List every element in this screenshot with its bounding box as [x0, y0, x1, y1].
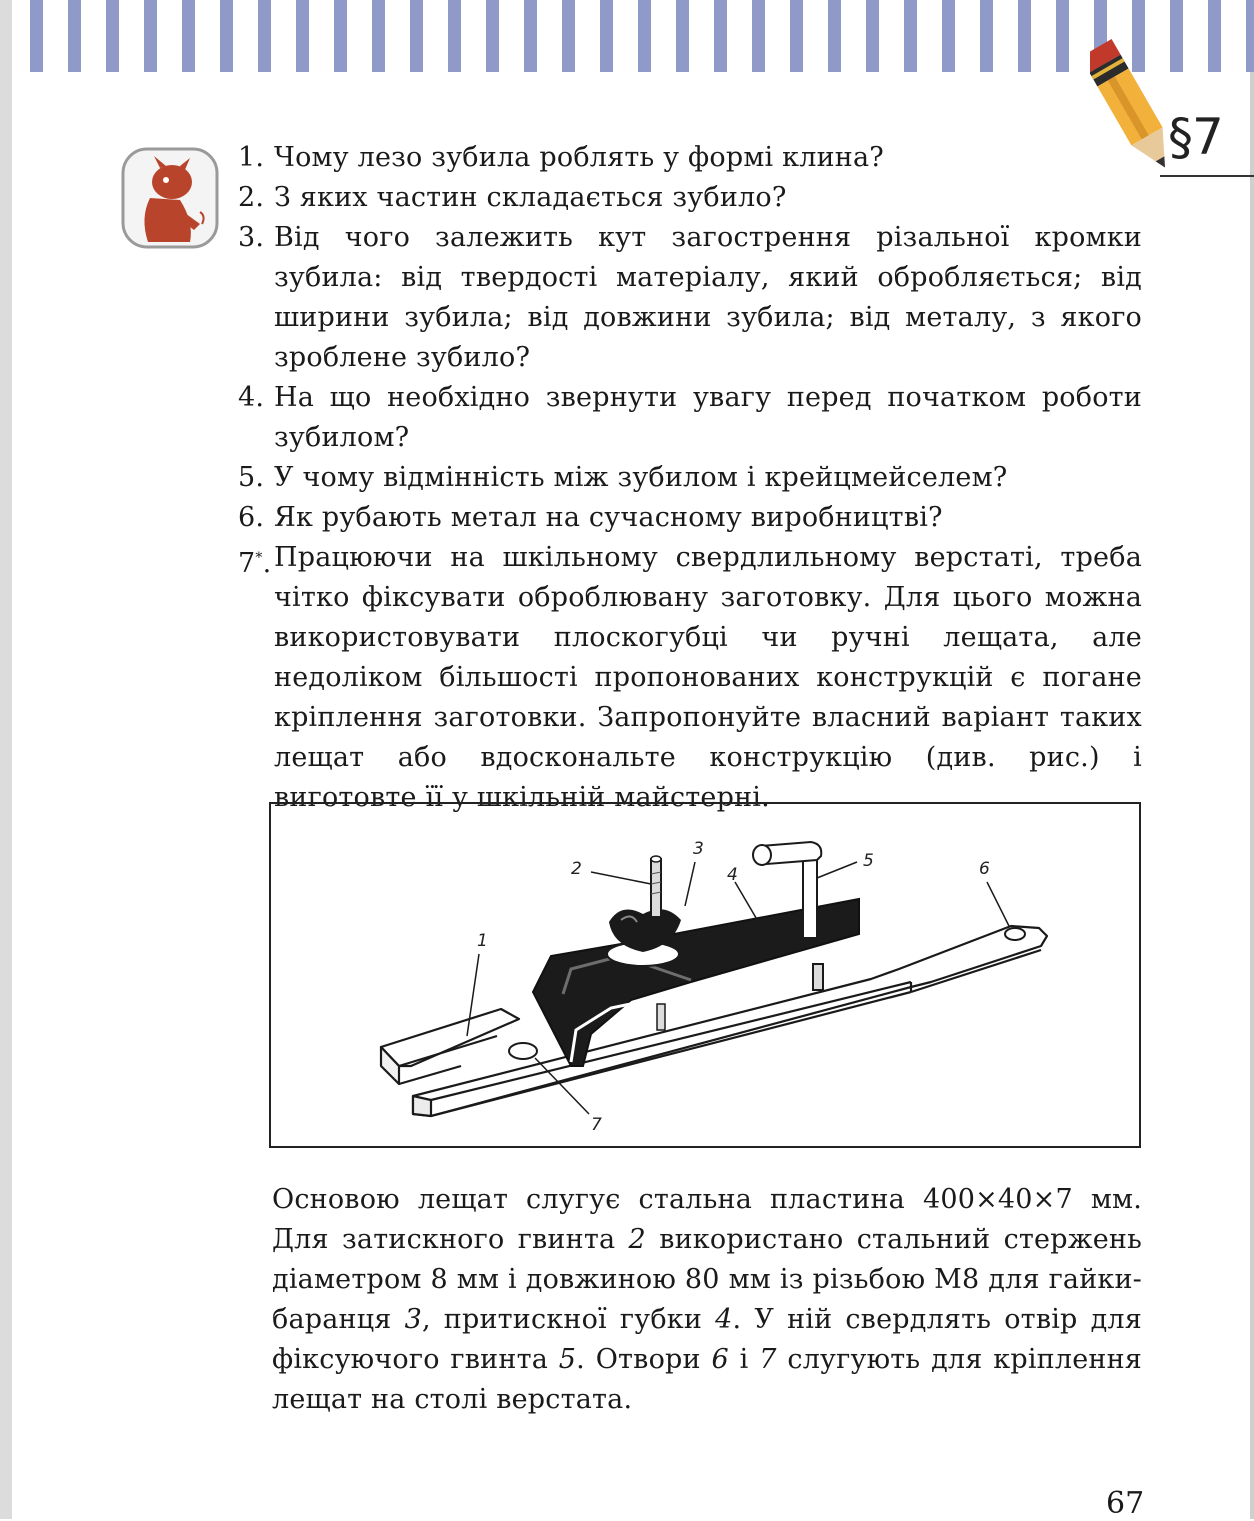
question-number: 5.	[238, 462, 265, 493]
question-text: Чому лезо зубила роблять у формі клина?	[274, 142, 884, 173]
ref-5: 5	[558, 1344, 577, 1375]
question-item	[238, 378, 1142, 458]
questions-list	[238, 138, 1142, 818]
question-number: 6.	[238, 502, 265, 533]
question-number: 4.	[238, 382, 265, 413]
callout-1: 1	[477, 931, 488, 951]
question-number: 3.	[238, 222, 265, 253]
question-text: У чому відмінність між зубилом і крейцмейселем?	[274, 462, 1008, 493]
question-item	[238, 458, 1142, 498]
question-text: Від чого залежить кут загострення різальної кромки зубила: від твердості матеріалу, який обробляється; від ширини зубила; від довжини зубила; від металу, з якого зроблене зубило?	[274, 222, 1142, 373]
question-text: Працюючи на шкільному свердлильному верстаті, треба чітко фіксувати оброблювану заготовку. Для цього можна використовувати плоскогубці чи ручні лещата, але недоліком більшості пропонованих конструкцій є погане кріплення заготовки. Запропонуйте власний варіант таких лещат або вдоскональте конструкцію (див. рис.) і виготовте її у шкільній майстерні.	[274, 542, 1142, 813]
questions-icon	[120, 146, 220, 250]
header-stripes	[30, 0, 1254, 72]
page-edge-right	[1250, 0, 1254, 1519]
question-number: 7*.	[238, 548, 272, 579]
page-edge-left	[0, 0, 12, 1519]
callout-2: 2	[571, 859, 582, 879]
callout-3: 3	[693, 839, 704, 859]
section-underline	[1160, 175, 1254, 177]
question-item	[238, 138, 1142, 178]
asterisk-mark: *	[255, 550, 263, 566]
question-item	[238, 498, 1142, 538]
ref-6: 6	[711, 1344, 729, 1375]
question-text: Як рубають метал на сучасному виробництві?	[274, 502, 943, 533]
ref-2: 2	[628, 1224, 646, 1255]
callout-7: 7	[591, 1115, 602, 1135]
ref-7: 7	[759, 1344, 777, 1375]
ref-3: 3	[404, 1304, 422, 1335]
callout-6: 6	[979, 859, 990, 879]
question-text: На що необхідно звернути увагу перед початком роботи зубилом?	[274, 382, 1142, 453]
vise-figure	[269, 802, 1141, 1148]
vise-drawing	[271, 804, 1139, 1146]
section-label: §7	[1168, 108, 1223, 166]
question-item	[238, 178, 1142, 218]
question-item	[238, 538, 1142, 818]
mount-hole-7	[509, 1043, 537, 1059]
question-number: 1.	[238, 142, 265, 173]
question-text: З яких частин складається зубило?	[274, 182, 787, 213]
ref-4: 4	[715, 1304, 733, 1335]
question-item	[238, 218, 1142, 378]
callout-5: 5	[863, 851, 874, 871]
question-number: 2.	[238, 182, 265, 213]
mount-hole-6	[1005, 928, 1025, 940]
vise-description: Основою лещат слугує стальна пластина 400×40×7 мм. Для затискного гвинта 2 використано стальний стержень діаметром 8 мм і довжиною 80 мм із різьбою М8 для гайки-баранця 3, притискної губки 4. У ній свердлять отвір для фіксуючого гвинта 5. Отвори 6 і 7 слугують для кріплення лещат на столі верстата.	[272, 1184, 1143, 1415]
callout-4: 4	[727, 865, 738, 885]
page-number: 67	[1106, 1486, 1145, 1521]
